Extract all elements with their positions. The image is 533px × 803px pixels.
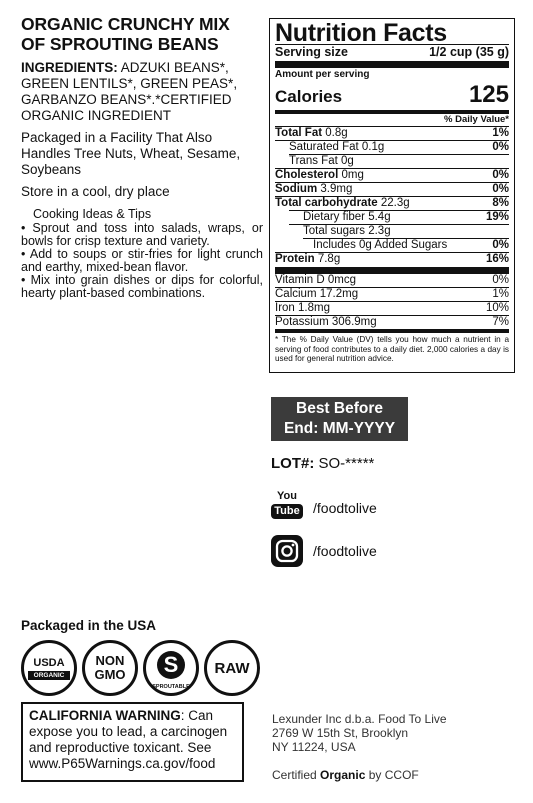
vitamin-name: Vitamin D	[275, 274, 325, 286]
nutrition-facts-panel	[269, 18, 515, 373]
serving-value: 1/2 cup (35 g)	[429, 45, 509, 59]
nutrient-name: Sodium	[275, 183, 318, 195]
nutrient-amount: 22.3g	[380, 197, 410, 209]
nutrient-name: Total carbohydrate	[275, 197, 378, 209]
tips-title: Cooking Ideas & Tips	[33, 207, 152, 221]
serving-label: Serving size	[275, 45, 348, 59]
vitamin-amount: 17.2mg	[319, 288, 359, 300]
vitamin-row	[275, 274, 509, 287]
ingredients-text: ADZUKI BEANS*, GREEN LENTILS*, GREEN PEAS*, GARBANZO BEANS*.*CERTIFIED ORGANIC INGREDIENT	[21, 60, 238, 123]
nutrient-amount: 0g	[340, 155, 354, 167]
tip-item: • Sprout and toss into salads, wraps, or bowls for crisp texture and variety.	[21, 221, 263, 248]
best-before-box	[271, 397, 408, 441]
usda-text: USDA	[33, 656, 65, 669]
product-title-line2: OF SPROUTING BEANS	[21, 34, 219, 54]
cert-suffix: by CCOF	[365, 768, 419, 782]
company-street: 2769 W 15th St, Brooklyn	[272, 726, 409, 740]
certification-badges	[21, 640, 260, 696]
youtube-handle: /foodtolive	[313, 500, 377, 516]
nutrient-name: Dietary fiber	[303, 211, 365, 223]
nutrient-row	[275, 225, 509, 238]
vitamin-row	[275, 302, 509, 315]
nutrient-dv: 0%	[492, 183, 509, 195]
allergen-statement: Packaged in a Facility That Also Handles Tree Nuts, Wheat, Sesame, Soybeans	[21, 130, 241, 177]
cert-prefix: Certified	[272, 768, 321, 782]
ingredients	[21, 60, 263, 124]
nutrient-dv: 0%	[492, 169, 509, 181]
nutrient-row	[275, 197, 509, 210]
lot-label: LOT#:	[271, 455, 315, 472]
nutrient-name: Total Fat	[275, 127, 323, 139]
nutrient-name: Saturated Fat	[289, 141, 359, 153]
vitamin-amount: 306.9mg	[331, 316, 377, 328]
warning-text: : Can expose you to lead, a carcinogen and reproductive toxicant. See www.P65Warnings.ca.gov/food	[29, 708, 228, 771]
company-name: Lexunder Inc d.b.a. Food To Live	[272, 712, 447, 726]
vitamin-dv: 7%	[492, 316, 509, 328]
nutrient-row	[275, 141, 509, 154]
product-info	[21, 14, 263, 300]
nutrient-amount: 2.3g	[368, 225, 391, 237]
nutrient-dv: 0%	[492, 239, 509, 251]
storage-instructions: Store in a cool, dry place	[21, 184, 170, 199]
vitamin-amount: 1.8mg	[298, 302, 330, 314]
nutrient-dv: 1%	[492, 127, 509, 139]
raw-text: RAW	[214, 659, 250, 677]
usda-organic-badge	[21, 640, 77, 696]
ingredients-label: INGREDIENTS:	[21, 60, 118, 75]
nutrient-amount: 5.4g	[368, 211, 391, 223]
youtube-link[interactable]	[271, 490, 377, 526]
company-city: NY 11224, USA	[272, 740, 356, 754]
lot-value: SO-*****	[314, 455, 375, 472]
instagram-link[interactable]	[271, 535, 377, 567]
nutrient-dv: 19%	[485, 211, 509, 223]
cert-organic: Organic	[320, 768, 366, 782]
nutrient-row	[275, 183, 509, 196]
california-warning	[21, 702, 244, 782]
amount-per-serving: Amount per serving	[275, 69, 370, 80]
non-gmo-badge	[82, 640, 138, 696]
calories-row	[275, 81, 509, 107]
nutrient-row	[275, 239, 509, 252]
calories-label: Calories	[275, 87, 343, 106]
vitamin-dv: 1%	[492, 288, 509, 300]
nutrient-row	[275, 169, 509, 182]
nutrient-amount: 0.8g	[325, 127, 348, 139]
nutrient-row	[275, 253, 509, 266]
nutrient-amount: 0.1g	[361, 141, 385, 153]
nutrient-dv: 0%	[492, 141, 509, 153]
nutrient-amount: 7.8g	[317, 253, 341, 265]
instagram-icon	[271, 535, 303, 567]
best-before-date: End: MM-YYYY	[283, 420, 396, 437]
warning-label: CALIFORNIA WARNING	[29, 708, 181, 723]
tip-item: • Add to soups or stir-fries for light crunch and earthy, mixed-bean flavor.	[21, 247, 263, 274]
lot-number	[271, 455, 374, 473]
nutrient-row	[275, 155, 509, 168]
nutrient-name: Includes 0g Added Sugars	[313, 239, 448, 251]
nutrient-name: Protein	[275, 253, 315, 265]
non-text: NON	[95, 653, 125, 668]
youtube-icon	[271, 490, 303, 526]
vitamin-amount: 0mcg	[327, 274, 356, 286]
nutrient-name: Cholesterol	[275, 169, 339, 181]
product-title	[21, 14, 263, 54]
best-before-label: Best Before	[296, 400, 383, 417]
organic-text: ORGANIC	[28, 671, 70, 680]
nutrient-name: Trans Fat	[289, 155, 338, 167]
sproutable-text: SPROUTABLE	[152, 684, 190, 690]
nutrition-footnote: * The % Daily Value (DV) tells you how much a nutrient in a serving of food contributes to a daily diet. 2,000 calories a day is used for general nutrition advice.	[275, 335, 509, 363]
product-title-line1: ORGANIC CRUNCHY MIX	[21, 14, 230, 34]
nutrient-amount: 3.9mg	[320, 183, 353, 195]
vitamin-name: Calcium	[275, 288, 317, 300]
calories-value: 125	[468, 81, 509, 108]
nutrition-title: Nutrition Facts	[275, 19, 447, 47]
nutrient-row	[275, 211, 509, 224]
sprout-letter: S	[157, 651, 185, 679]
vitamin-row	[275, 288, 509, 301]
packaged-in-usa: Packaged in the USA	[21, 618, 157, 633]
raw-badge	[204, 640, 260, 696]
serving-size-row	[275, 45, 509, 60]
vitamin-name: Potassium	[275, 316, 329, 328]
organic-certification	[272, 768, 419, 782]
nutrient-row	[275, 127, 509, 140]
vitamin-name: Iron	[275, 302, 295, 314]
vitamin-row	[275, 316, 509, 329]
daily-value-header: % Daily Value*	[444, 114, 509, 125]
instagram-handle: /foodtolive	[313, 543, 377, 559]
sproutable-badge	[143, 640, 199, 696]
nutrient-dv: 16%	[485, 253, 509, 265]
youtube-icon-you: You	[277, 490, 297, 502]
nutrient-name: Total sugars	[303, 225, 366, 237]
company-address	[272, 712, 447, 754]
youtube-icon-tube: Tube	[271, 504, 302, 519]
tip-item: • Mix into grain dishes or dips for colorful, hearty plant-based combinations.	[21, 273, 263, 300]
nutrient-dv: 8%	[492, 197, 509, 209]
nutrient-amount: 0mg	[341, 169, 364, 181]
vitamin-dv: 0%	[492, 274, 509, 286]
gmo-text: GMO	[94, 667, 126, 682]
vitamin-dv: 10%	[485, 302, 509, 314]
